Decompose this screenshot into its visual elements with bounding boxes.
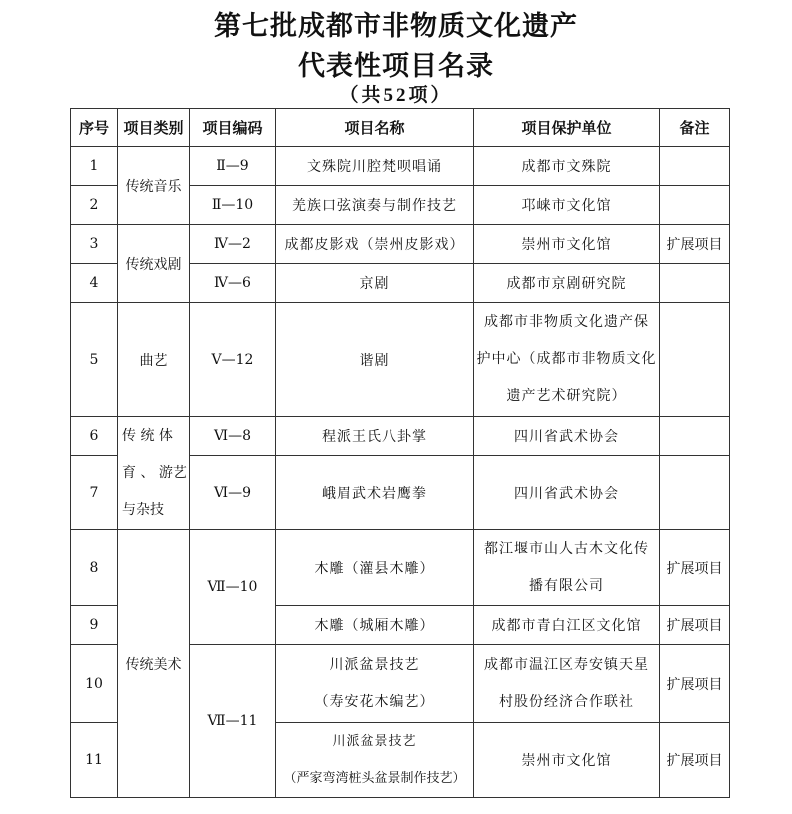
table-header-row xyxy=(71,109,730,147)
cell-name: 京剧 xyxy=(276,264,474,303)
cell-note xyxy=(660,417,730,456)
cell-no: 11 xyxy=(71,723,118,798)
cell-code: Ⅳ—6 xyxy=(190,264,276,303)
header-code: 项目编码 xyxy=(190,109,276,147)
cell-name: 文殊院川腔梵呗唱诵 xyxy=(276,147,474,186)
table-row xyxy=(71,225,730,264)
cell-note: 扩展项目 xyxy=(660,606,730,645)
cell-no: 10 xyxy=(71,645,118,723)
cell-name-line: （寿安花木编艺） xyxy=(314,693,435,710)
header-no: 序号 xyxy=(71,109,118,147)
table-row xyxy=(71,303,730,417)
cell-unit: 成都市京剧研究院 xyxy=(474,264,660,303)
cell-unit xyxy=(474,530,660,606)
cell-code: Ⅴ—12 xyxy=(190,303,276,417)
cell-note: 扩展项目 xyxy=(660,723,730,798)
cell-note xyxy=(660,186,730,225)
cell-unit-line: 播有限公司 xyxy=(529,577,604,594)
document-subtitle: （共52项） xyxy=(339,85,453,106)
cell-no: 1 xyxy=(71,147,118,186)
cell-category: 曲艺 xyxy=(118,303,190,417)
cell-name-line: 川派盆景技艺 xyxy=(329,656,420,673)
cell-name: 谐剧 xyxy=(276,303,474,417)
cell-name: 木雕（灌县木雕） xyxy=(276,530,474,606)
cell-note: 扩展项目 xyxy=(660,645,730,723)
cell-code: Ⅱ—10 xyxy=(190,186,276,225)
cell-name-line: （严家弯湾桩头盆景制作技艺） xyxy=(283,771,466,786)
cell-unit: 四川省武术协会 xyxy=(474,456,660,530)
cell-no: 2 xyxy=(71,186,118,225)
cell-unit-line: 遗产艺术研究院） xyxy=(506,388,627,404)
cell-no: 3 xyxy=(71,225,118,264)
cell-category: 传统美术 xyxy=(118,530,190,798)
cell-name: 木雕（城厢木雕） xyxy=(276,606,474,645)
cell-unit-line: 都江堰市山人古木文化传 xyxy=(484,540,649,557)
header-unit: 项目保护单位 xyxy=(474,109,660,147)
cell-name: 羌族口弦演奏与制作技艺 xyxy=(276,186,474,225)
cell-unit-line: 护中心（成都市非物质文化 xyxy=(476,351,657,367)
cell-note xyxy=(660,303,730,417)
cell-category-line: 传 统 体 xyxy=(122,427,173,444)
heritage-table xyxy=(70,108,730,798)
cell-category: 传统音乐 xyxy=(118,147,190,225)
cell-code: Ⅶ—11 xyxy=(190,645,276,798)
header-note: 备注 xyxy=(660,109,730,147)
document-title-line1: 第七批成都市非物质文化遗产 xyxy=(214,11,578,42)
cell-unit: 四川省武术协会 xyxy=(474,417,660,456)
header-name: 项目名称 xyxy=(276,109,474,147)
cell-category xyxy=(118,417,190,530)
cell-unit: 成都市青白江区文化馆 xyxy=(474,606,660,645)
cell-code: Ⅳ—2 xyxy=(190,225,276,264)
cell-note xyxy=(660,456,730,530)
cell-name: 成都皮影戏（崇州皮影戏） xyxy=(276,225,474,264)
cell-no: 8 xyxy=(71,530,118,606)
cell-name: 峨眉武术岩鹰拳 xyxy=(276,456,474,530)
cell-unit: 邛崃市文化馆 xyxy=(474,186,660,225)
cell-unit-line: 成都市非物质文化遗产保 xyxy=(484,314,649,330)
cell-note: 扩展项目 xyxy=(660,225,730,264)
cell-category-line: 与杂技 xyxy=(122,501,164,518)
table-row xyxy=(71,417,730,456)
cell-no: 7 xyxy=(71,456,118,530)
document-title-line2: 代表性项目名录 xyxy=(298,51,494,82)
cell-code: Ⅵ—8 xyxy=(190,417,276,456)
cell-note: 扩展项目 xyxy=(660,530,730,606)
cell-unit-line: 村股份经济合作联社 xyxy=(499,693,634,710)
cell-code: Ⅱ—9 xyxy=(190,147,276,186)
cell-no: 4 xyxy=(71,264,118,303)
cell-unit xyxy=(474,303,660,417)
cell-unit xyxy=(474,645,660,723)
cell-unit: 崇州市文化馆 xyxy=(474,723,660,798)
header-category: 项目类别 xyxy=(118,109,190,147)
cell-no: 9 xyxy=(71,606,118,645)
table-row xyxy=(71,147,730,186)
cell-code: Ⅶ—10 xyxy=(190,530,276,645)
cell-name xyxy=(276,723,474,798)
cell-name-line: 川派盆景技艺 xyxy=(332,734,417,749)
table-row xyxy=(71,530,730,606)
cell-note xyxy=(660,264,730,303)
cell-no: 6 xyxy=(71,417,118,456)
cell-name: 程派王氏八卦掌 xyxy=(276,417,474,456)
cell-name xyxy=(276,645,474,723)
cell-no: 5 xyxy=(71,303,118,417)
cell-category-line: 育 、 游艺 xyxy=(122,464,187,481)
cell-unit: 崇州市文化馆 xyxy=(474,225,660,264)
cell-unit-line: 成都市温江区寿安镇天星 xyxy=(484,656,649,673)
cell-unit: 成都市文殊院 xyxy=(474,147,660,186)
cell-category: 传统戏剧 xyxy=(118,225,190,303)
cell-note xyxy=(660,147,730,186)
cell-code: Ⅵ—9 xyxy=(190,456,276,530)
